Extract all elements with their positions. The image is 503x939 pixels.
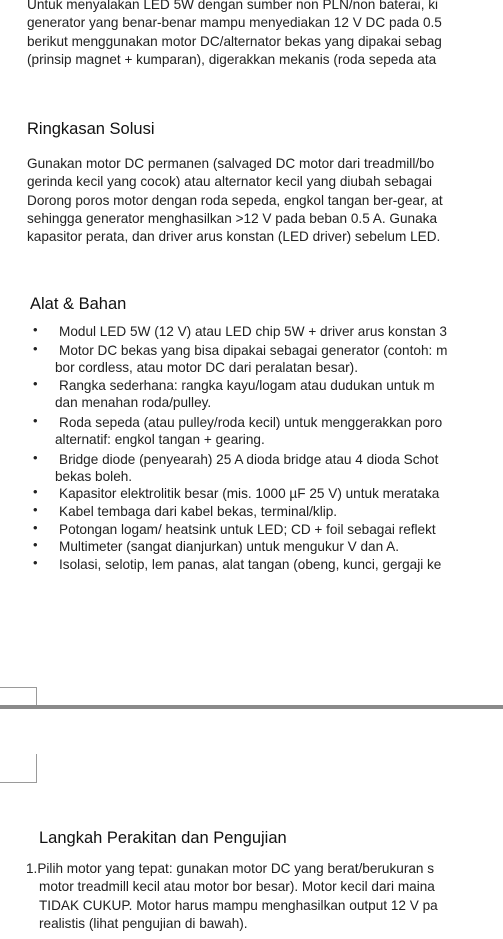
paragraph-line: Dorong poros motor dengan roda sepeda, engkol tangan ber-gear, at <box>27 192 443 208</box>
document-page-2 <box>0 709 503 939</box>
list-bullet: • <box>33 341 38 356</box>
list-item: dan menahan roda/pulley. <box>55 395 212 410</box>
list-item: bor cordless, atau motor DC dari peralatan besar). <box>55 360 358 375</box>
list-bullet: • <box>33 502 38 517</box>
list-item: Kabel tembaga dari kabel bekas, terminal/klip. <box>59 504 338 519</box>
list-item: Multimeter (sangat dianjurkan) untuk mengukur V dan A. <box>59 539 400 554</box>
list-item: Isolasi, selotip, lem panas, alat tangan (obeng, kunci, gergaji ke <box>59 557 442 572</box>
paragraph-line: sehingga generator menghasilkan >12 V pada beban 0.5 A. Gunaka <box>27 210 438 226</box>
paragraph-line: kapasitor perata, dan driver arus konstan (LED driver) sebelum LED. <box>27 229 441 245</box>
paragraph-line: Gunakan motor DC permanen (salvaged DC motor dari treadmill/bo <box>27 156 435 171</box>
list-item: bekas boleh. <box>55 469 133 484</box>
list-item: Potongan logam/ heatsink untuk LED; CD + foil sebagai reflekt <box>59 522 436 537</box>
step-line: motor treadmill kecil atau motor bor besar). Motor kecil dari maina <box>39 879 435 895</box>
list-item: Roda sepeda (atau pulley/roda kecil) untuk menggerakkan poro <box>59 415 443 430</box>
summary-heading: Ringkasan Solusi <box>27 120 155 138</box>
paragraph-line: Untuk menyalakan LED 5W dengan sumber non PLN/non baterai, ki <box>27 0 439 12</box>
paragraph-line: (prinsip magnet + kumparan), digerakkan mekanis (roda sepeda ata <box>27 51 437 67</box>
list-bullet: • <box>33 413 38 428</box>
page-corner-mark <box>0 782 37 783</box>
page-corner-mark <box>0 687 36 688</box>
page-corner-mark <box>36 754 37 782</box>
list-bullet: • <box>33 450 38 465</box>
list-bullet: • <box>33 376 38 391</box>
list-item: Motor DC bekas yang bisa dipakai sebagai generator (contoh: m <box>59 343 448 358</box>
list-item: Rangka sederhana: rangka kayu/logam atau dudukan untuk m <box>59 378 435 393</box>
paragraph-line: berikut menggunakan motor DC/alternator bekas yang dipakai sebag <box>27 33 442 49</box>
paragraph-line: gerinda kecil yang cocok) atau alternator kecil yang diubah sebagai <box>27 174 433 190</box>
steps-heading: Langkah Perakitan dan Pengujian <box>39 829 287 847</box>
step-line: realistis (lihat pengujian di bawah). <box>39 915 248 931</box>
list-item: Bridge diode (penyearah) 25 A dioda bridge atau 4 dioda Schot <box>59 452 439 467</box>
list-bullet: • <box>33 520 38 535</box>
list-bullet: • <box>33 484 38 499</box>
list-item: Modul LED 5W (12 V) atau LED chip 5W + driver arus konstan 3 <box>59 324 447 339</box>
list-bullet: • <box>33 537 38 552</box>
page-corner-mark <box>36 687 37 707</box>
list-bullet: • <box>33 322 38 337</box>
step-line: TIDAK CUKUP. Motor harus mampu menghasilkan output 12 V pa <box>39 897 438 913</box>
list-item: alternatif: engkol tangan + gearing. <box>55 432 265 447</box>
paragraph-line: generator yang benar-benar mampu menyediakan 12 V DC pada 0.5 <box>27 15 442 31</box>
list-item: Kapasitor elektrolitik besar (mis. 1000 µF 25 V) untuk merataka <box>59 486 440 501</box>
step-line: 1.Pilih motor yang tepat: gunakan motor DC yang berat/berukuran s <box>26 861 435 876</box>
materials-heading: Alat & Bahan <box>30 295 127 313</box>
list-bullet: • <box>33 555 38 570</box>
